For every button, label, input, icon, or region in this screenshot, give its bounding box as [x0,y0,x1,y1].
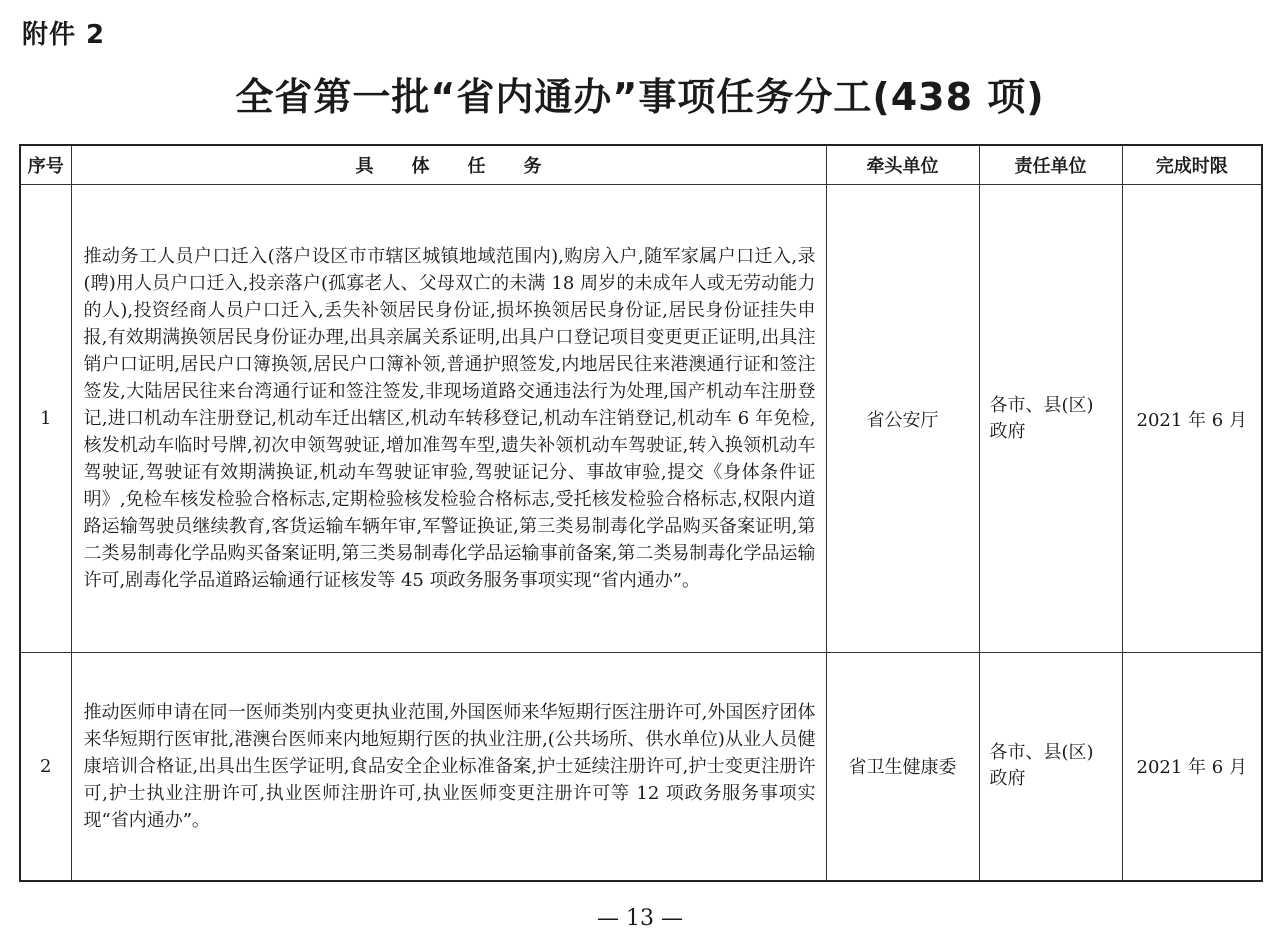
header-responsible-unit: 责任单位 [979,145,1122,185]
deadline: 2021 年 6 月 [1122,185,1262,653]
attachment-label: 附件 2 [22,20,106,50]
table-header-row [20,145,1262,185]
document-title: 全省第一批“省内通办”事项任务分工(438 项) [235,75,1045,119]
deadline: 2021 年 6 月 [1122,653,1262,881]
header-deadline: 完成时限 [1122,145,1262,185]
page-number: — 13 — [597,906,683,931]
table-row [20,653,1262,881]
row-number: 2 [20,653,71,881]
task-content: 推动医师申请在同一医师类别内变更执业范围,外国医师来华短期行医注册许可,外国医疗团体来华短期行医审批,港澳台医师来内地短期行医的执业注册,(公共场所、供水单位)从业人员健康培训合格证,出具出生医学证明,食品安全企业标准备案,护士延续注册许可,护士变更注册许可,护士执业注册许可,执业医师注册许可,执业医师变更注册许可等 12 项政务服务事项实现“省内通办”。 [71,653,826,881]
responsible-unit: 各市、县(区)政府 [979,185,1122,653]
lead-unit: 省公安厅 [826,185,979,653]
lead-unit: 省卫生健康委 [826,653,979,881]
header-no: 序号 [20,145,71,185]
responsible-unit: 各市、县(区)政府 [979,653,1122,881]
task-table [19,144,1263,882]
table-row [20,185,1262,653]
row-number: 1 [20,185,71,653]
task-content: 推动务工人员户口迁入(落户设区市市辖区城镇地域范围内),购房入户,随军家属户口迁入,录(聘)用人员户口迁入,投亲落户(孤寡老人、父母双亡的未满 18 周岁的未成年人或无劳动能力的人),投资经商人员户口迁入,丢失补领居民身份证,损坏换领居民身份证,居民身份证挂失申报,有效期满换领居民身份证办理,出具亲属关系证明,出具户口登记项目变更更正证明,出具注销户口证明,居民户口簿换领,居民户口簿补领,普通护照签发,内地居民往来港澳通行证和签注签发,大陆居民往来台湾通行证和签注签发,非现场道路交通违法行为处理,国产机动车注册登记,进口机动车注册登记,机动车迁出辖区,机动车转移登记,机动车注销登记,机动车 6 年免检,核发机动车临时号牌,初次申领驾驶证,增加准驾车型,遗失补领机动车驾驶证,转入换领机动车驾驶证,驾驶证有效期满换证,机动车驾驶证审验,驾驶证记分、事故审验,提交《身体条件证明》,免检车核发检验合格标志,定期检验核发检验合格标志,受托核发检验合格标志,权限内道路运输驾驶员继续教育,客货运输车辆年审,军警证换证,第三类易制毒化学品购买备案证明,第二类易制毒化学品购买备案证明,第三类易制毒化学品运输事前备案,第二类易制毒化学品运输许可,剧毒化学品道路运输通行证核发等 45 项政务服务事项实现“省内通办”。 [71,185,826,653]
header-lead-unit: 牵头单位 [826,145,979,185]
header-task: 具体任务 [71,145,826,185]
